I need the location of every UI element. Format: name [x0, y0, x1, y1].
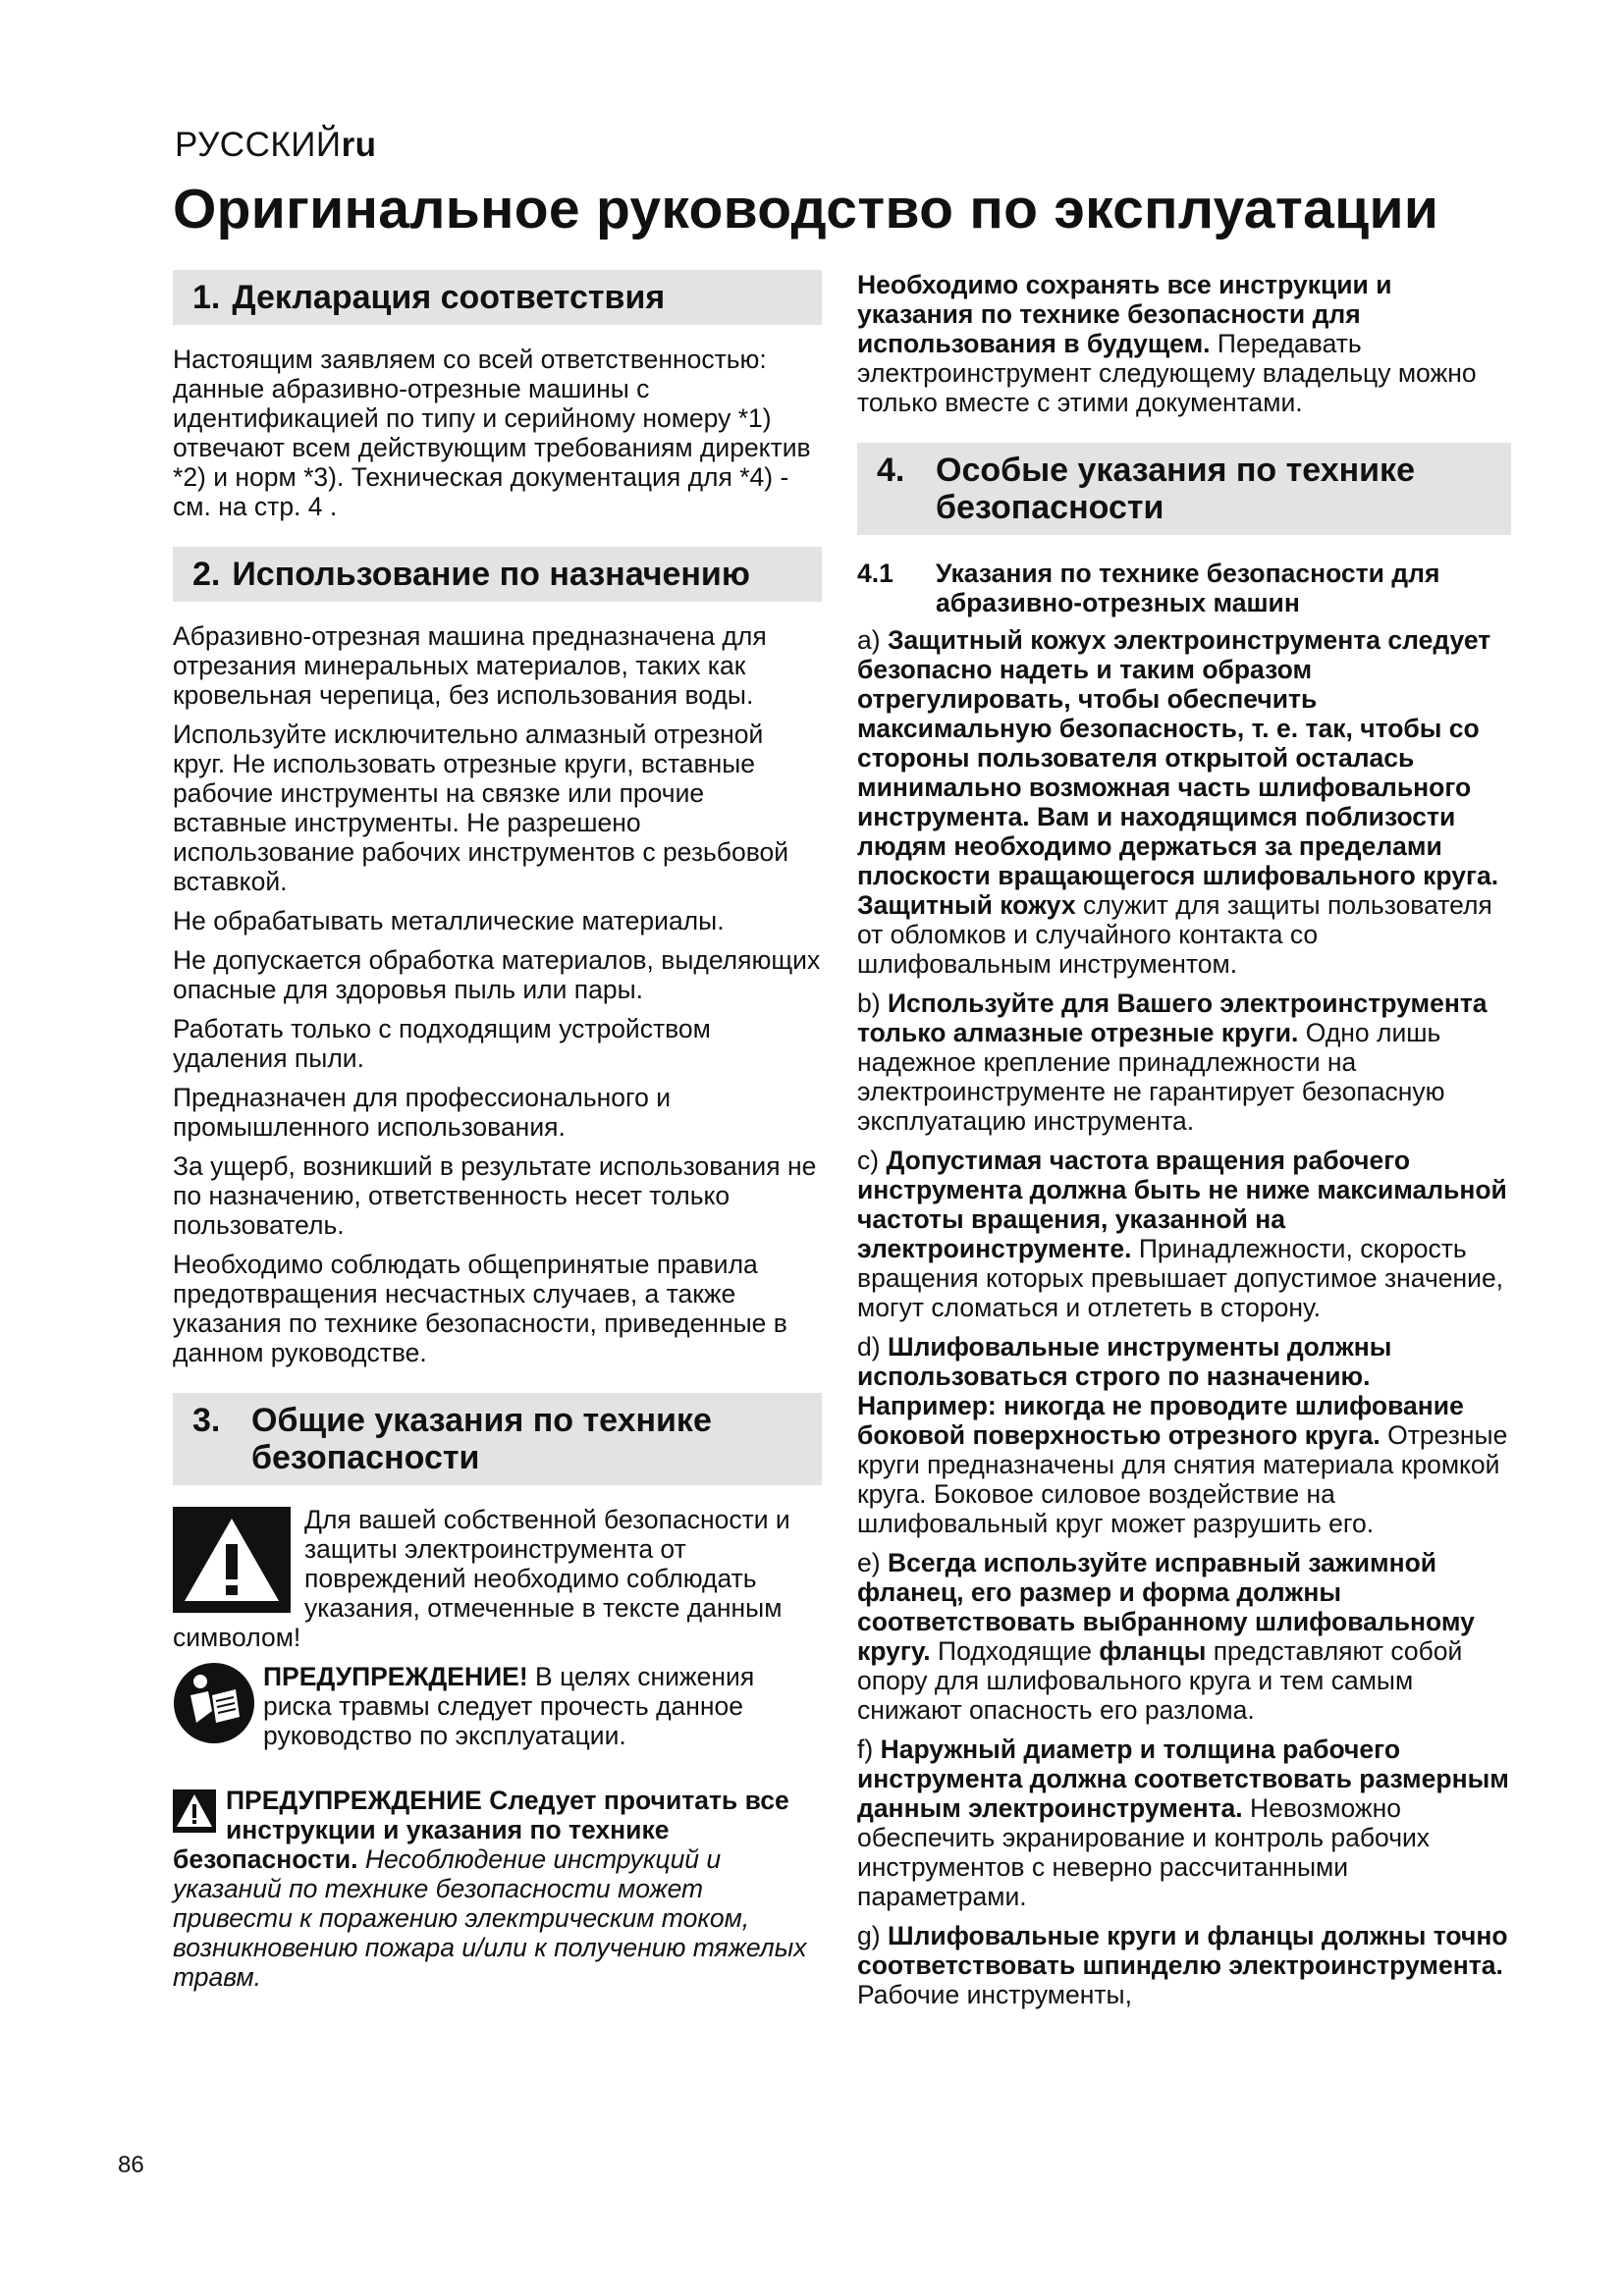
item-e-text-2: представляют собой опору для шлифовального круга и тем самым снижают опасность его разлома.: [857, 1636, 1463, 1725]
section-1-title: Декларация соответствия: [232, 279, 666, 316]
read-manual-body: В целях снижения риска травмы следует прочесть данное руководство по эксплуатации.: [263, 1662, 755, 1750]
intended-use-p7: За ущерб, возникший в результате использования не по назначению, ответственность несет только пользователь.: [173, 1151, 817, 1240]
section-3-title: Общие указания по технике безопасности: [251, 1402, 712, 1476]
warning-small-icon: [173, 1789, 216, 1833]
item-a-text: служит для защиты пользователя от обломков и случайного контакта со шлифовальным инструментом.: [857, 890, 1492, 979]
section-4-heading: [857, 443, 1511, 535]
item-e-bold-2: фланцы: [1099, 1636, 1207, 1666]
keep-instructions-bold: Необходимо сохранять все инструкции и указания по технике безопасности для использования в будущем.: [857, 270, 1392, 358]
intended-use-p5: Работать только с подходящим устройством удаления пыли.: [173, 1014, 711, 1073]
section-4-number: 4.: [877, 452, 905, 489]
item-a-label: a): [857, 625, 888, 655]
symbol-explanation-text: Для вашей собственной безопасности и защиты электроинструмента от повреждений необходимо соблюдать указания, отмеченные в тексте данным символом!: [173, 1505, 790, 1652]
symbol-explanation: [173, 1505, 822, 1652]
section-1-heading: [173, 270, 822, 325]
item-g-label: g): [857, 1921, 888, 1950]
read-manual-bold: ПРЕДУПРЕЖДЕНИЕ!: [263, 1662, 528, 1691]
intended-use-p8: Необходимо соблюдать общепринятые правила предотвращения несчастных случаев, а также указания по технике безопасности, приведенные в данном руководстве.: [173, 1250, 787, 1367]
section-3-number: 3.: [192, 1402, 221, 1439]
item-d-bold: Шлифовальные инструменты должны использоваться строго по назначению. Например: никогда не проводите шлифование боковой поверхностью отрезного круга.: [857, 1332, 1464, 1450]
intended-use-p4: Не допускается обработка материалов, выделяющих опасные для здоровья пыль или пары.: [173, 945, 821, 1004]
item-a-bold: Защитный кожух электроинструмента следует безопасно надеть и таким образом отрегулировать, чтобы обеспечить максимальную безопасность, т. е. так, чтобы со стороны пользователя открытой осталась минимально возможная часть шлифовального инструмента. Вам и находящимся поблизости людям необходимо держаться за пределами плоскости вращающегося шлифовального круга. Защитный кожух: [857, 625, 1499, 920]
page-number: 86: [118, 2152, 144, 2178]
section-4-title: Особые указания по технике безопасности: [936, 452, 1415, 526]
keep-instructions: [857, 270, 1511, 417]
read-manual-text: [263, 1662, 822, 1750]
subsection-4-1-title: Указания по технике безопасности для абразивно-отрезных машин: [936, 559, 1440, 617]
item-f: [857, 1735, 1511, 1911]
item-e-bold: Всегда используйте исправный зажимной фланец, его размер и форма должны соответствовать выбранному шлифовальному кругу.: [857, 1548, 1475, 1666]
general-warning: [173, 1786, 822, 1992]
section-1-number: 1.: [192, 279, 221, 316]
item-a: [857, 625, 1511, 979]
item-e: [857, 1548, 1511, 1725]
language-name: РУССКИЙ: [175, 126, 342, 164]
language-label: [175, 126, 377, 165]
keep-instructions-text: Передавать электроинструмент следующему владельцу можно только вместе с этими документами.: [857, 329, 1477, 417]
read-manual-notice: [173, 1662, 822, 1750]
item-b-text: Одно лишь надежное крепление принадлежности на электроинструменте не гарантирует безопасную эксплуатацию инструмента.: [857, 1018, 1445, 1136]
item-d-label: d): [857, 1332, 888, 1362]
item-c-label: c): [857, 1146, 887, 1175]
section-2-heading: [173, 547, 822, 602]
page-title: Оригинальное руководство по эксплуатации: [173, 178, 1439, 240]
item-b-bold: Используйте для Вашего электроинструмента только алмазные отрезные круги.: [857, 988, 1488, 1047]
warning-triangle-icon: [173, 1507, 291, 1613]
item-g: [857, 1921, 1511, 2009]
section-2-number: 2.: [192, 556, 221, 593]
general-warning-bold: ПРЕДУПРЕЖДЕНИЕ Следует прочитать все инструкции и указания по технике безопасности.: [173, 1786, 789, 1874]
general-warning-italic: Несоблюдение инструкций и указаний по технике безопасности может привести к поражению электрическим током, возникновению пожара и/или к получению тяжелых травм.: [173, 1844, 807, 1992]
declaration-text: Настоящим заявляем со всей ответственностью: данные абразивно-отрезные машины с идентификацией по типу и серийному номеру *1) отвечают всем действующим требованиям директив *2) и норм *3). Техническая документация для *4) - см. на стр. 4 .: [173, 345, 811, 521]
intended-use-p6: Предназначен для профессионального и промышленного использования.: [173, 1083, 672, 1142]
right-column: [857, 270, 1511, 2019]
intended-use-p1: Абразивно-отрезная машина предназначена для отрезания минеральных материалов, таких как кровельная черепица, без использования воды.: [173, 621, 767, 710]
item-e-text: Подходящие: [930, 1636, 1100, 1666]
language-code: ru: [341, 126, 377, 164]
item-c-text: Принадлежности, скорость вращения которых превышает допустимое значение, могут сломаться и отлететь в сторону.: [857, 1234, 1504, 1322]
item-b: [857, 988, 1511, 1136]
section-2-title: Использование по назначению: [232, 556, 750, 593]
subsection-4-1-heading: [857, 559, 1511, 617]
item-g-bold: Шлифовальные круги и фланцы должны точно соответствовать шпинделю электроинструмента.: [857, 1921, 1508, 1980]
left-column: [173, 270, 822, 1992]
item-f-label: f): [857, 1735, 881, 1764]
subsection-4-1-number: 4.1: [857, 559, 893, 588]
intended-use-p2: Используйте исключительно алмазный отрезной круг. Не использовать отрезные круги, вставные рабочие инструменты на связке или прочие вставные инструменты. Не разрешено использование рабочих инструментов с резьбовой вставкой.: [173, 720, 789, 896]
item-f-bold: Наружный диаметр и толщина рабочего инструмента должна соответствовать размерным данным электроинструмента.: [857, 1735, 1509, 1823]
intended-use-p3: Не обрабатывать металлические материалы.: [173, 906, 725, 935]
item-g-text: Рабочие инструменты,: [857, 1980, 1132, 2009]
section-3-heading: [173, 1393, 822, 1485]
read-manual-icon: [173, 1662, 255, 1744]
item-c-bold: Допустимая частота вращения рабочего инструмента должна быть не ниже максимальной частоты вращения, указанной на электроинструменте.: [857, 1146, 1507, 1263]
item-f-text: Невозможно обеспечить экранирование и контроль рабочих инструментов с неверно рассчитанными параметрами.: [857, 1793, 1431, 1911]
item-c: [857, 1146, 1511, 1322]
item-d-text: Отрезные круги предназначены для снятия материала кромкой круга. Боковое силовое воздействие на шлифовальный круг может разрушить его.: [857, 1420, 1508, 1538]
general-warning-text: [173, 1786, 822, 1992]
item-b-label: b): [857, 988, 888, 1018]
item-d: [857, 1332, 1511, 1538]
item-e-label: e): [857, 1548, 888, 1577]
